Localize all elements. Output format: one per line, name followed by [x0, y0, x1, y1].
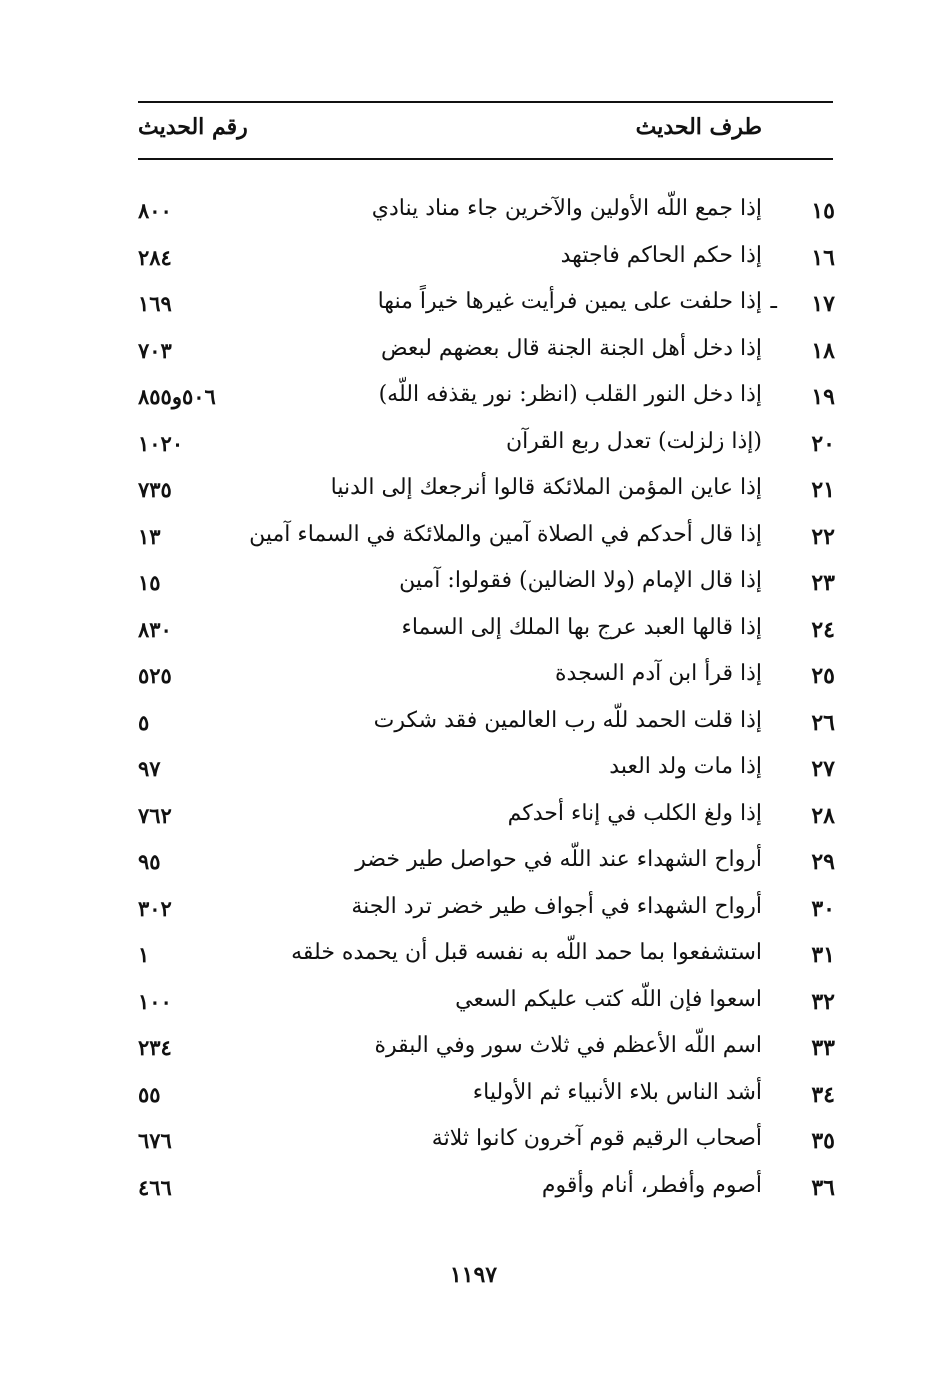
entry-text: (إذا زلزلت) تعدل ربع القرآن [505, 428, 762, 454]
entry-text: اسعوا فإن اللّه كتب عليكم السعي [455, 986, 762, 1012]
list-item [0, 514, 947, 561]
list-item [0, 235, 947, 282]
entry-index: ٣٤ [811, 1081, 835, 1108]
number-column-header: رقم الحديث [138, 114, 248, 140]
entry-text: إذا قرأ ابن آدم السجدة [555, 661, 762, 686]
entry-ref: ٤٦٦ [138, 1174, 172, 1200]
entry-ref: ٥٢٥ [138, 663, 172, 688]
entry-ref: ١٣ [138, 523, 161, 549]
entry-text: اسم اللّه الأعظم في ثلاث سور وفي البقرة [374, 1033, 762, 1058]
top-rule [138, 101, 833, 103]
entry-text: إذا قلت الحمد للّه رب العالمين فقد شكرت [373, 707, 762, 733]
entry-ref: ٧٣٥ [138, 477, 172, 502]
entry-ref: ١ [138, 942, 150, 967]
entry-text: إذا جمع اللّه الأولين والآخرين جاء مناد ينادي [371, 196, 762, 221]
list-item [0, 1072, 947, 1119]
page-number: ١١٩٧ [449, 1262, 498, 1288]
entry-index: ١٨ [811, 337, 835, 364]
entry-text: إذا حلفت على يمين فرأيت غيرها خيراً منها [377, 289, 762, 314]
list-item [0, 746, 947, 793]
entry-index: ٣٠ [811, 895, 835, 922]
entry-ref: ٥ [138, 709, 150, 735]
entry-ref: ٥٠٦و٨٥٥ [138, 384, 216, 409]
list-item [0, 467, 947, 514]
entry-index: ٣٢ [811, 988, 835, 1015]
entry-text: استشفعوا بما حمد اللّه به نفسه قبل أن يحمده خلقه [291, 940, 762, 965]
list-item [0, 1025, 947, 1072]
entry-text: أصحاب الرقيم قوم آخرون كانوا ثلاثة [431, 1126, 762, 1151]
entry-ref: ١٠٠ [138, 988, 172, 1014]
entry-index: ٣١ [811, 942, 835, 968]
entry-index: ٢٩ [811, 849, 835, 875]
list-item [0, 188, 947, 235]
entry-index: ١٩ [811, 384, 835, 410]
entry-text: أرواح الشهداء عند اللّه في حواصل طير خضر [355, 847, 762, 872]
list-item [0, 653, 947, 700]
entry-index: ٢٤ [811, 616, 835, 643]
entry-index: ٢٣ [811, 570, 835, 596]
entry-text: أصوم وأفطر، أنام وأقوم [541, 1172, 762, 1198]
entry-ref: ٣٠٢ [138, 895, 172, 921]
entry-ref: ٥٥ [138, 1081, 161, 1107]
list-item [0, 793, 947, 840]
entry-text: إذا حكم الحاكم فاجتهد [560, 242, 762, 268]
entry-index: ٢٨ [811, 802, 835, 829]
entry-text: إذا دخل أهل الجنة الجنة قال بعضهم لبعض [380, 335, 762, 361]
entry-index: ١٧ [811, 291, 835, 317]
entry-ref: ٦٧٦ [138, 1128, 172, 1153]
entry-dash: ـ [770, 289, 777, 314]
entry-index: ٢٧ [811, 756, 835, 782]
entry-ref: ٢٨٤ [138, 244, 172, 270]
entry-index: ٣٥ [811, 1128, 835, 1154]
entry-ref: ٨٠٠ [138, 198, 172, 223]
entry-text: إذا قال الإمام (ولا الضالين) فقولوا: آمين [399, 568, 762, 593]
entry-text: أشد الناس بلاء الأنبياء ثم الأولياء [472, 1079, 762, 1105]
entry-text: إذا عاين المؤمن الملائكة قالوا أنرجعك إلى الدنيا [330, 475, 762, 500]
entries-list [0, 188, 947, 1211]
header-rule [138, 158, 833, 160]
text-column-header: طرف الحديث [635, 114, 762, 140]
entry-index: ١٥ [811, 198, 835, 224]
entry-index: ٢١ [811, 477, 835, 503]
list-item [0, 979, 947, 1026]
list-item [0, 560, 947, 607]
entry-index: ١٦ [811, 244, 835, 271]
entry-index: ٢٠ [811, 430, 835, 457]
list-item [0, 607, 947, 654]
list-item [0, 932, 947, 979]
entry-ref: ٢٣٤ [138, 1035, 172, 1060]
entry-text: إذا قال أحدكم في الصلاة آمين والملائكة في السماء آمين [249, 521, 762, 547]
list-item [0, 374, 947, 421]
entry-text: إذا دخل النور القلب (انظر: نور يقذفه اللّه) [378, 382, 762, 407]
list-item [0, 328, 947, 375]
entry-index: ٢٥ [811, 663, 835, 689]
list-item [0, 839, 947, 886]
list-item [0, 700, 947, 747]
entry-text: إذا قالها العبد عرج بها الملك إلى السماء [401, 614, 762, 640]
entry-text: أرواح الشهداء في أجواف طير خضر ترد الجنة [351, 893, 762, 919]
entry-ref: ١٥ [138, 570, 161, 595]
list-item [0, 1118, 947, 1165]
entry-ref: ١٦٩ [138, 291, 172, 316]
entry-text: إذا ولغ الكلب في إناء أحدكم [507, 800, 762, 826]
list-item [0, 886, 947, 933]
entry-text: إذا مات ولد العبد [609, 754, 762, 779]
list-item [0, 281, 947, 328]
list-item [0, 1165, 947, 1212]
entry-ref: ٧٠٣ [138, 337, 172, 363]
list-item [0, 421, 947, 468]
entry-ref: ٧٦٢ [138, 802, 172, 828]
entry-ref: ١٠٢٠ [138, 430, 184, 456]
entry-index: ٢٦ [811, 709, 835, 736]
entry-ref: ٩٥ [138, 849, 161, 874]
entry-ref: ٩٧ [138, 756, 161, 781]
entry-index: ٣٣ [811, 1035, 835, 1061]
entry-index: ٢٢ [811, 523, 835, 550]
entry-index: ٣٦ [811, 1174, 835, 1201]
entry-ref: ٨٣٠ [138, 616, 172, 642]
